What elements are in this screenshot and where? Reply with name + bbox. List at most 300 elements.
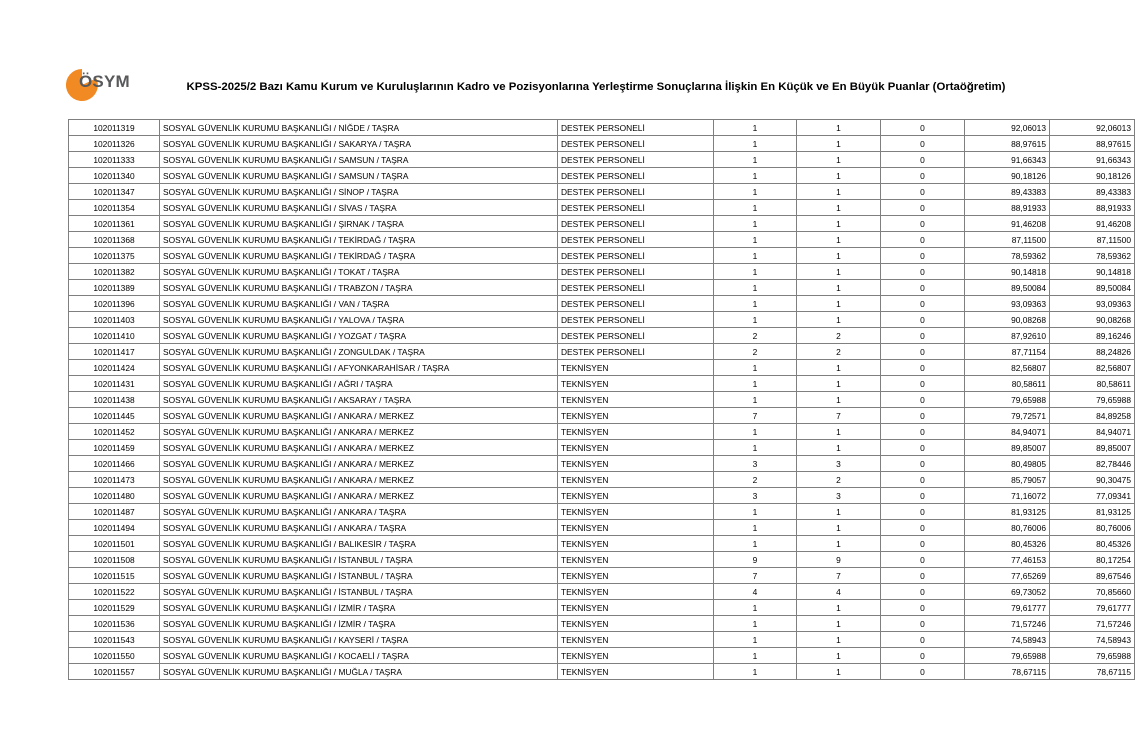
cell-kurum-il-teskilat: SOSYAL GÜVENLİK KURUMU BAŞKANLIĞI / KOCAELİ / TAŞRA bbox=[160, 648, 558, 664]
cell-bos-kalan: 0 bbox=[881, 328, 965, 344]
cell-en-kucuk-puan: 84,94071 bbox=[965, 424, 1050, 440]
cell-en-kucuk-puan: 71,16072 bbox=[965, 488, 1050, 504]
cell-bos-kalan: 0 bbox=[881, 232, 965, 248]
cell-bos-kalan: 0 bbox=[881, 248, 965, 264]
cell-kurum-il-teskilat: SOSYAL GÜVENLİK KURUMU BAŞKANLIĞI / ANKARA / MERKEZ bbox=[160, 408, 558, 424]
cell-kurum-il-teskilat: SOSYAL GÜVENLİK KURUMU BAŞKANLIĞI / ANKARA / MERKEZ bbox=[160, 424, 558, 440]
cell-kadro-kodu: 102011557 bbox=[69, 664, 160, 680]
cell-kontenjan: 1 bbox=[714, 376, 797, 392]
cell-bos-kalan: 0 bbox=[881, 584, 965, 600]
table-row bbox=[69, 488, 1135, 504]
table-row bbox=[69, 296, 1135, 312]
cell-kadro-kodu: 102011424 bbox=[69, 360, 160, 376]
cell-en-kucuk-puan: 87,11500 bbox=[965, 232, 1050, 248]
cell-kurum-il-teskilat: SOSYAL GÜVENLİK KURUMU BAŞKANLIĞI / YOZGAT / TAŞRA bbox=[160, 328, 558, 344]
table-row bbox=[69, 600, 1135, 616]
cell-kurum-il-teskilat: SOSYAL GÜVENLİK KURUMU BAŞKANLIĞI / BALIKESİR / TAŞRA bbox=[160, 536, 558, 552]
cell-unvan: TEKNİSYEN bbox=[558, 392, 714, 408]
cell-bos-kalan: 0 bbox=[881, 152, 965, 168]
cell-bos-kalan: 0 bbox=[881, 568, 965, 584]
cell-unvan: DESTEK PERSONELİ bbox=[558, 232, 714, 248]
cell-en-buyuk-puan: 80,76006 bbox=[1050, 520, 1135, 536]
cell-en-buyuk-puan: 88,24826 bbox=[1050, 344, 1135, 360]
cell-bos-kalan: 0 bbox=[881, 216, 965, 232]
cell-yerlesen: 1 bbox=[797, 632, 881, 648]
cell-en-buyuk-puan: 79,65988 bbox=[1050, 648, 1135, 664]
cell-unvan: DESTEK PERSONELİ bbox=[558, 280, 714, 296]
cell-kadro-kodu: 102011340 bbox=[69, 168, 160, 184]
cell-bos-kalan: 0 bbox=[881, 296, 965, 312]
cell-kadro-kodu: 102011515 bbox=[69, 568, 160, 584]
cell-kadro-kodu: 102011410 bbox=[69, 328, 160, 344]
cell-kontenjan: 1 bbox=[714, 600, 797, 616]
cell-kontenjan: 1 bbox=[714, 168, 797, 184]
cell-kadro-kodu: 102011487 bbox=[69, 504, 160, 520]
cell-unvan: TEKNİSYEN bbox=[558, 456, 714, 472]
cell-kadro-kodu: 102011403 bbox=[69, 312, 160, 328]
cell-kadro-kodu: 102011361 bbox=[69, 216, 160, 232]
cell-bos-kalan: 0 bbox=[881, 136, 965, 152]
document-title: KPSS-2025/2 Bazı Kamu Kurum ve Kuruluşlarının Kadro ve Pozisyonlarına Yerleştirme Sonuçlarına İlişkin En Küçük ve En Büyük Puanlar (Ortaöğretim) bbox=[186, 81, 1006, 93]
table-row bbox=[69, 360, 1135, 376]
cell-kontenjan: 2 bbox=[714, 472, 797, 488]
cell-en-kucuk-puan: 71,57246 bbox=[965, 616, 1050, 632]
cell-kadro-kodu: 102011333 bbox=[69, 152, 160, 168]
cell-unvan: DESTEK PERSONELİ bbox=[558, 120, 714, 136]
cell-unvan: TEKNİSYEN bbox=[558, 536, 714, 552]
cell-en-kucuk-puan: 90,18126 bbox=[965, 168, 1050, 184]
cell-unvan: TEKNİSYEN bbox=[558, 616, 714, 632]
cell-kadro-kodu: 102011319 bbox=[69, 120, 160, 136]
cell-unvan: TEKNİSYEN bbox=[558, 360, 714, 376]
cell-bos-kalan: 0 bbox=[881, 600, 965, 616]
cell-kurum-il-teskilat: SOSYAL GÜVENLİK KURUMU BAŞKANLIĞI / TEKİRDAĞ / TAŞRA bbox=[160, 232, 558, 248]
cell-en-kucuk-puan: 81,93125 bbox=[965, 504, 1050, 520]
cell-kontenjan: 1 bbox=[714, 152, 797, 168]
cell-yerlesen: 1 bbox=[797, 216, 881, 232]
cell-en-kucuk-puan: 78,67115 bbox=[965, 664, 1050, 680]
cell-kontenjan: 1 bbox=[714, 184, 797, 200]
cell-kurum-il-teskilat: SOSYAL GÜVENLİK KURUMU BAŞKANLIĞI / NİĞDE / TAŞRA bbox=[160, 120, 558, 136]
cell-kurum-il-teskilat: SOSYAL GÜVENLİK KURUMU BAŞKANLIĞI / ANKARA / TAŞRA bbox=[160, 504, 558, 520]
table-row bbox=[69, 392, 1135, 408]
cell-en-buyuk-puan: 90,08268 bbox=[1050, 312, 1135, 328]
cell-kadro-kodu: 102011494 bbox=[69, 520, 160, 536]
cell-kadro-kodu: 102011452 bbox=[69, 424, 160, 440]
cell-kadro-kodu: 102011368 bbox=[69, 232, 160, 248]
cell-en-buyuk-puan: 89,67546 bbox=[1050, 568, 1135, 584]
cell-yerlesen: 2 bbox=[797, 328, 881, 344]
cell-kadro-kodu: 102011550 bbox=[69, 648, 160, 664]
cell-kontenjan: 1 bbox=[714, 632, 797, 648]
cell-unvan: TEKNİSYEN bbox=[558, 504, 714, 520]
cell-kontenjan: 1 bbox=[714, 312, 797, 328]
cell-kontenjan: 1 bbox=[714, 120, 797, 136]
cell-en-buyuk-puan: 84,94071 bbox=[1050, 424, 1135, 440]
cell-bos-kalan: 0 bbox=[881, 488, 965, 504]
cell-kadro-kodu: 102011389 bbox=[69, 280, 160, 296]
cell-en-buyuk-puan: 79,65988 bbox=[1050, 392, 1135, 408]
cell-en-buyuk-puan: 80,45326 bbox=[1050, 536, 1135, 552]
table-row bbox=[69, 520, 1135, 536]
cell-kontenjan: 1 bbox=[714, 536, 797, 552]
cell-kurum-il-teskilat: SOSYAL GÜVENLİK KURUMU BAŞKANLIĞI / YALOVA / TAŞRA bbox=[160, 312, 558, 328]
cell-unvan: TEKNİSYEN bbox=[558, 600, 714, 616]
table-row bbox=[69, 232, 1135, 248]
cell-yerlesen: 1 bbox=[797, 232, 881, 248]
cell-yerlesen: 1 bbox=[797, 424, 881, 440]
cell-unvan: TEKNİSYEN bbox=[558, 648, 714, 664]
cell-en-kucuk-puan: 82,56807 bbox=[965, 360, 1050, 376]
table-row bbox=[69, 120, 1135, 136]
cell-kadro-kodu: 102011354 bbox=[69, 200, 160, 216]
cell-unvan: TEKNİSYEN bbox=[558, 472, 714, 488]
cell-unvan: DESTEK PERSONELİ bbox=[558, 152, 714, 168]
cell-kontenjan: 1 bbox=[714, 520, 797, 536]
cell-unvan: TEKNİSYEN bbox=[558, 632, 714, 648]
cell-bos-kalan: 0 bbox=[881, 344, 965, 360]
cell-bos-kalan: 0 bbox=[881, 424, 965, 440]
cell-en-kucuk-puan: 91,46208 bbox=[965, 216, 1050, 232]
cell-kurum-il-teskilat: SOSYAL GÜVENLİK KURUMU BAŞKANLIĞI / TOKAT / TAŞRA bbox=[160, 264, 558, 280]
cell-en-buyuk-puan: 90,30475 bbox=[1050, 472, 1135, 488]
cell-yerlesen: 1 bbox=[797, 392, 881, 408]
cell-en-buyuk-puan: 81,93125 bbox=[1050, 504, 1135, 520]
cell-unvan: TEKNİSYEN bbox=[558, 488, 714, 504]
cell-en-buyuk-puan: 74,58943 bbox=[1050, 632, 1135, 648]
cell-kadro-kodu: 102011536 bbox=[69, 616, 160, 632]
cell-kontenjan: 3 bbox=[714, 456, 797, 472]
table-row bbox=[69, 168, 1135, 184]
cell-yerlesen: 2 bbox=[797, 344, 881, 360]
table-row bbox=[69, 424, 1135, 440]
results-table bbox=[68, 119, 1135, 680]
cell-bos-kalan: 0 bbox=[881, 120, 965, 136]
cell-yerlesen: 1 bbox=[797, 152, 881, 168]
cell-yerlesen: 1 bbox=[797, 376, 881, 392]
cell-unvan: DESTEK PERSONELİ bbox=[558, 344, 714, 360]
cell-bos-kalan: 0 bbox=[881, 168, 965, 184]
cell-bos-kalan: 0 bbox=[881, 200, 965, 216]
cell-kadro-kodu: 102011459 bbox=[69, 440, 160, 456]
cell-yerlesen: 1 bbox=[797, 536, 881, 552]
cell-en-buyuk-puan: 71,57246 bbox=[1050, 616, 1135, 632]
cell-kadro-kodu: 102011445 bbox=[69, 408, 160, 424]
cell-kontenjan: 1 bbox=[714, 424, 797, 440]
cell-en-kucuk-puan: 88,97615 bbox=[965, 136, 1050, 152]
cell-unvan: TEKNİSYEN bbox=[558, 440, 714, 456]
cell-kontenjan: 1 bbox=[714, 392, 797, 408]
cell-yerlesen: 1 bbox=[797, 360, 881, 376]
cell-en-kucuk-puan: 80,58611 bbox=[965, 376, 1050, 392]
cell-en-buyuk-puan: 80,58611 bbox=[1050, 376, 1135, 392]
cell-bos-kalan: 0 bbox=[881, 520, 965, 536]
cell-bos-kalan: 0 bbox=[881, 552, 965, 568]
cell-kontenjan: 1 bbox=[714, 200, 797, 216]
cell-en-kucuk-puan: 88,91933 bbox=[965, 200, 1050, 216]
cell-en-buyuk-puan: 80,17254 bbox=[1050, 552, 1135, 568]
cell-kurum-il-teskilat: SOSYAL GÜVENLİK KURUMU BAŞKANLIĞI / İSTANBUL / TAŞRA bbox=[160, 552, 558, 568]
cell-en-kucuk-puan: 89,85007 bbox=[965, 440, 1050, 456]
cell-kurum-il-teskilat: SOSYAL GÜVENLİK KURUMU BAŞKANLIĞI / SAKARYA / TAŞRA bbox=[160, 136, 558, 152]
cell-yerlesen: 7 bbox=[797, 568, 881, 584]
cell-en-kucuk-puan: 89,50084 bbox=[965, 280, 1050, 296]
cell-kontenjan: 1 bbox=[714, 504, 797, 520]
cell-yerlesen: 4 bbox=[797, 584, 881, 600]
cell-en-buyuk-puan: 90,14818 bbox=[1050, 264, 1135, 280]
cell-en-kucuk-puan: 91,66343 bbox=[965, 152, 1050, 168]
cell-en-buyuk-puan: 82,56807 bbox=[1050, 360, 1135, 376]
cell-bos-kalan: 0 bbox=[881, 456, 965, 472]
cell-kontenjan: 1 bbox=[714, 648, 797, 664]
cell-kadro-kodu: 102011375 bbox=[69, 248, 160, 264]
cell-kontenjan: 1 bbox=[714, 264, 797, 280]
cell-en-buyuk-puan: 89,43383 bbox=[1050, 184, 1135, 200]
table-row bbox=[69, 344, 1135, 360]
cell-bos-kalan: 0 bbox=[881, 504, 965, 520]
cell-kadro-kodu: 102011480 bbox=[69, 488, 160, 504]
table-row bbox=[69, 632, 1135, 648]
cell-en-kucuk-puan: 77,65269 bbox=[965, 568, 1050, 584]
cell-en-kucuk-puan: 79,65988 bbox=[965, 392, 1050, 408]
cell-kurum-il-teskilat: SOSYAL GÜVENLİK KURUMU BAŞKANLIĞI / SİNOP / TAŞRA bbox=[160, 184, 558, 200]
cell-kadro-kodu: 102011529 bbox=[69, 600, 160, 616]
cell-yerlesen: 1 bbox=[797, 136, 881, 152]
osym-logo bbox=[66, 64, 152, 104]
table-row bbox=[69, 216, 1135, 232]
cell-en-buyuk-puan: 92,06013 bbox=[1050, 120, 1135, 136]
cell-en-buyuk-puan: 78,59362 bbox=[1050, 248, 1135, 264]
cell-unvan: DESTEK PERSONELİ bbox=[558, 136, 714, 152]
cell-yerlesen: 1 bbox=[797, 616, 881, 632]
cell-en-buyuk-puan: 91,46208 bbox=[1050, 216, 1135, 232]
cell-en-buyuk-puan: 84,89258 bbox=[1050, 408, 1135, 424]
cell-kadro-kodu: 102011466 bbox=[69, 456, 160, 472]
cell-en-kucuk-puan: 69,73052 bbox=[965, 584, 1050, 600]
cell-unvan: TEKNİSYEN bbox=[558, 408, 714, 424]
cell-kurum-il-teskilat: SOSYAL GÜVENLİK KURUMU BAŞKANLIĞI / ANKARA / MERKEZ bbox=[160, 472, 558, 488]
cell-kurum-il-teskilat: SOSYAL GÜVENLİK KURUMU BAŞKANLIĞI / İSTANBUL / TAŞRA bbox=[160, 584, 558, 600]
cell-yerlesen: 1 bbox=[797, 296, 881, 312]
cell-en-buyuk-puan: 78,67115 bbox=[1050, 664, 1135, 680]
table-row bbox=[69, 280, 1135, 296]
cell-en-kucuk-puan: 79,65988 bbox=[965, 648, 1050, 664]
cell-en-buyuk-puan: 93,09363 bbox=[1050, 296, 1135, 312]
cell-unvan: TEKNİSYEN bbox=[558, 376, 714, 392]
cell-unvan: DESTEK PERSONELİ bbox=[558, 312, 714, 328]
cell-kadro-kodu: 102011347 bbox=[69, 184, 160, 200]
cell-unvan: TEKNİSYEN bbox=[558, 552, 714, 568]
cell-kontenjan: 1 bbox=[714, 280, 797, 296]
table-row bbox=[69, 184, 1135, 200]
cell-bos-kalan: 0 bbox=[881, 472, 965, 488]
cell-yerlesen: 1 bbox=[797, 520, 881, 536]
table-row bbox=[69, 552, 1135, 568]
table-row bbox=[69, 664, 1135, 680]
table-row bbox=[69, 456, 1135, 472]
cell-kontenjan: 2 bbox=[714, 328, 797, 344]
cell-en-kucuk-puan: 77,46153 bbox=[965, 552, 1050, 568]
table-row bbox=[69, 136, 1135, 152]
cell-kurum-il-teskilat: SOSYAL GÜVENLİK KURUMU BAŞKANLIĞI / AĞRI / TAŞRA bbox=[160, 376, 558, 392]
table-row bbox=[69, 568, 1135, 584]
cell-kurum-il-teskilat: SOSYAL GÜVENLİK KURUMU BAŞKANLIĞI / ZONGULDAK / TAŞRA bbox=[160, 344, 558, 360]
cell-kontenjan: 7 bbox=[714, 408, 797, 424]
cell-kurum-il-teskilat: SOSYAL GÜVENLİK KURUMU BAŞKANLIĞI / TRABZON / TAŞRA bbox=[160, 280, 558, 296]
table-row bbox=[69, 312, 1135, 328]
cell-kadro-kodu: 102011438 bbox=[69, 392, 160, 408]
table-row bbox=[69, 264, 1135, 280]
cell-bos-kalan: 0 bbox=[881, 536, 965, 552]
cell-kurum-il-teskilat: SOSYAL GÜVENLİK KURUMU BAŞKANLIĞI / VAN / TAŞRA bbox=[160, 296, 558, 312]
cell-yerlesen: 1 bbox=[797, 664, 881, 680]
cell-unvan: TEKNİSYEN bbox=[558, 424, 714, 440]
cell-kontenjan: 1 bbox=[714, 360, 797, 376]
cell-en-buyuk-puan: 88,91933 bbox=[1050, 200, 1135, 216]
cell-bos-kalan: 0 bbox=[881, 280, 965, 296]
cell-kadro-kodu: 102011417 bbox=[69, 344, 160, 360]
cell-en-kucuk-puan: 90,14818 bbox=[965, 264, 1050, 280]
cell-bos-kalan: 0 bbox=[881, 312, 965, 328]
cell-bos-kalan: 0 bbox=[881, 648, 965, 664]
table-row bbox=[69, 440, 1135, 456]
cell-en-kucuk-puan: 80,45326 bbox=[965, 536, 1050, 552]
cell-unvan: DESTEK PERSONELİ bbox=[558, 296, 714, 312]
cell-kontenjan: 2 bbox=[714, 344, 797, 360]
table-row bbox=[69, 152, 1135, 168]
cell-kadro-kodu: 102011501 bbox=[69, 536, 160, 552]
page-header bbox=[0, 60, 1068, 108]
table-row bbox=[69, 376, 1135, 392]
cell-yerlesen: 1 bbox=[797, 264, 881, 280]
cell-kontenjan: 1 bbox=[714, 216, 797, 232]
cell-kurum-il-teskilat: SOSYAL GÜVENLİK KURUMU BAŞKANLIĞI / MUĞLA / TAŞRA bbox=[160, 664, 558, 680]
results-table-container bbox=[68, 119, 1131, 680]
cell-bos-kalan: 0 bbox=[881, 184, 965, 200]
cell-unvan: DESTEK PERSONELİ bbox=[558, 184, 714, 200]
cell-kurum-il-teskilat: SOSYAL GÜVENLİK KURUMU BAŞKANLIĞI / TEKİRDAĞ / TAŞRA bbox=[160, 248, 558, 264]
cell-kurum-il-teskilat: SOSYAL GÜVENLİK KURUMU BAŞKANLIĞI / SİVAS / TAŞRA bbox=[160, 200, 558, 216]
cell-kadro-kodu: 102011396 bbox=[69, 296, 160, 312]
cell-kontenjan: 3 bbox=[714, 488, 797, 504]
cell-en-kucuk-puan: 90,08268 bbox=[965, 312, 1050, 328]
cell-yerlesen: 1 bbox=[797, 440, 881, 456]
cell-bos-kalan: 0 bbox=[881, 616, 965, 632]
cell-bos-kalan: 0 bbox=[881, 392, 965, 408]
cell-yerlesen: 1 bbox=[797, 504, 881, 520]
cell-yerlesen: 1 bbox=[797, 120, 881, 136]
cell-kadro-kodu: 102011431 bbox=[69, 376, 160, 392]
cell-en-kucuk-puan: 78,59362 bbox=[965, 248, 1050, 264]
cell-bos-kalan: 0 bbox=[881, 360, 965, 376]
cell-kontenjan: 1 bbox=[714, 440, 797, 456]
cell-yerlesen: 1 bbox=[797, 184, 881, 200]
table-row bbox=[69, 328, 1135, 344]
cell-en-buyuk-puan: 87,11500 bbox=[1050, 232, 1135, 248]
cell-en-kucuk-puan: 79,72571 bbox=[965, 408, 1050, 424]
cell-yerlesen: 3 bbox=[797, 456, 881, 472]
cell-kontenjan: 9 bbox=[714, 552, 797, 568]
cell-en-kucuk-puan: 93,09363 bbox=[965, 296, 1050, 312]
cell-en-buyuk-puan: 90,18126 bbox=[1050, 168, 1135, 184]
cell-yerlesen: 1 bbox=[797, 200, 881, 216]
cell-kadro-kodu: 102011326 bbox=[69, 136, 160, 152]
table-row bbox=[69, 472, 1135, 488]
cell-kadro-kodu: 102011522 bbox=[69, 584, 160, 600]
cell-en-buyuk-puan: 70,85660 bbox=[1050, 584, 1135, 600]
cell-yerlesen: 1 bbox=[797, 648, 881, 664]
osym-logo-text: ÖSYM bbox=[79, 72, 130, 91]
cell-bos-kalan: 0 bbox=[881, 376, 965, 392]
cell-kurum-il-teskilat: SOSYAL GÜVENLİK KURUMU BAŞKANLIĞI / ANKARA / MERKEZ bbox=[160, 488, 558, 504]
cell-kurum-il-teskilat: SOSYAL GÜVENLİK KURUMU BAŞKANLIĞI / İZMİR / TAŞRA bbox=[160, 616, 558, 632]
cell-en-kucuk-puan: 80,49805 bbox=[965, 456, 1050, 472]
table-row bbox=[69, 648, 1135, 664]
cell-en-buyuk-puan: 82,78446 bbox=[1050, 456, 1135, 472]
cell-bos-kalan: 0 bbox=[881, 632, 965, 648]
cell-unvan: DESTEK PERSONELİ bbox=[558, 248, 714, 264]
cell-kontenjan: 1 bbox=[714, 616, 797, 632]
cell-en-kucuk-puan: 85,79057 bbox=[965, 472, 1050, 488]
cell-en-buyuk-puan: 91,66343 bbox=[1050, 152, 1135, 168]
table-row bbox=[69, 248, 1135, 264]
table-row bbox=[69, 408, 1135, 424]
cell-yerlesen: 1 bbox=[797, 280, 881, 296]
cell-kurum-il-teskilat: SOSYAL GÜVENLİK KURUMU BAŞKANLIĞI / ANKARA / TAŞRA bbox=[160, 520, 558, 536]
cell-kurum-il-teskilat: SOSYAL GÜVENLİK KURUMU BAŞKANLIĞI / AKSARAY / TAŞRA bbox=[160, 392, 558, 408]
cell-kurum-il-teskilat: SOSYAL GÜVENLİK KURUMU BAŞKANLIĞI / ANKARA / MERKEZ bbox=[160, 440, 558, 456]
cell-unvan: DESTEK PERSONELİ bbox=[558, 168, 714, 184]
cell-unvan: TEKNİSYEN bbox=[558, 584, 714, 600]
cell-en-buyuk-puan: 89,85007 bbox=[1050, 440, 1135, 456]
table-row bbox=[69, 536, 1135, 552]
cell-bos-kalan: 0 bbox=[881, 664, 965, 680]
cell-unvan: DESTEK PERSONELİ bbox=[558, 328, 714, 344]
cell-kontenjan: 1 bbox=[714, 248, 797, 264]
cell-en-kucuk-puan: 80,76006 bbox=[965, 520, 1050, 536]
cell-kurum-il-teskilat: SOSYAL GÜVENLİK KURUMU BAŞKANLIĞI / AFYONKARAHİSAR / TAŞRA bbox=[160, 360, 558, 376]
cell-yerlesen: 7 bbox=[797, 408, 881, 424]
cell-en-buyuk-puan: 89,50084 bbox=[1050, 280, 1135, 296]
cell-kadro-kodu: 102011508 bbox=[69, 552, 160, 568]
cell-kadro-kodu: 102011382 bbox=[69, 264, 160, 280]
table-row bbox=[69, 200, 1135, 216]
table-row bbox=[69, 584, 1135, 600]
cell-kadro-kodu: 102011543 bbox=[69, 632, 160, 648]
cell-unvan: DESTEK PERSONELİ bbox=[558, 216, 714, 232]
cell-en-kucuk-puan: 79,61777 bbox=[965, 600, 1050, 616]
cell-en-kucuk-puan: 87,92610 bbox=[965, 328, 1050, 344]
cell-kurum-il-teskilat: SOSYAL GÜVENLİK KURUMU BAŞKANLIĞI / SAMSUN / TAŞRA bbox=[160, 152, 558, 168]
cell-kontenjan: 1 bbox=[714, 136, 797, 152]
cell-bos-kalan: 0 bbox=[881, 440, 965, 456]
cell-en-buyuk-puan: 89,16246 bbox=[1050, 328, 1135, 344]
cell-en-buyuk-puan: 77,09341 bbox=[1050, 488, 1135, 504]
cell-en-buyuk-puan: 88,97615 bbox=[1050, 136, 1135, 152]
table-row bbox=[69, 616, 1135, 632]
cell-kurum-il-teskilat: SOSYAL GÜVENLİK KURUMU BAŞKANLIĞI / ANKARA / MERKEZ bbox=[160, 456, 558, 472]
cell-kontenjan: 7 bbox=[714, 568, 797, 584]
cell-kontenjan: 1 bbox=[714, 232, 797, 248]
cell-kurum-il-teskilat: SOSYAL GÜVENLİK KURUMU BAŞKANLIĞI / İSTANBUL / TAŞRA bbox=[160, 568, 558, 584]
cell-unvan: TEKNİSYEN bbox=[558, 520, 714, 536]
cell-bos-kalan: 0 bbox=[881, 264, 965, 280]
cell-unvan: TEKNİSYEN bbox=[558, 568, 714, 584]
cell-yerlesen: 1 bbox=[797, 312, 881, 328]
cell-kontenjan: 4 bbox=[714, 584, 797, 600]
cell-en-kucuk-puan: 87,71154 bbox=[965, 344, 1050, 360]
cell-en-kucuk-puan: 74,58943 bbox=[965, 632, 1050, 648]
